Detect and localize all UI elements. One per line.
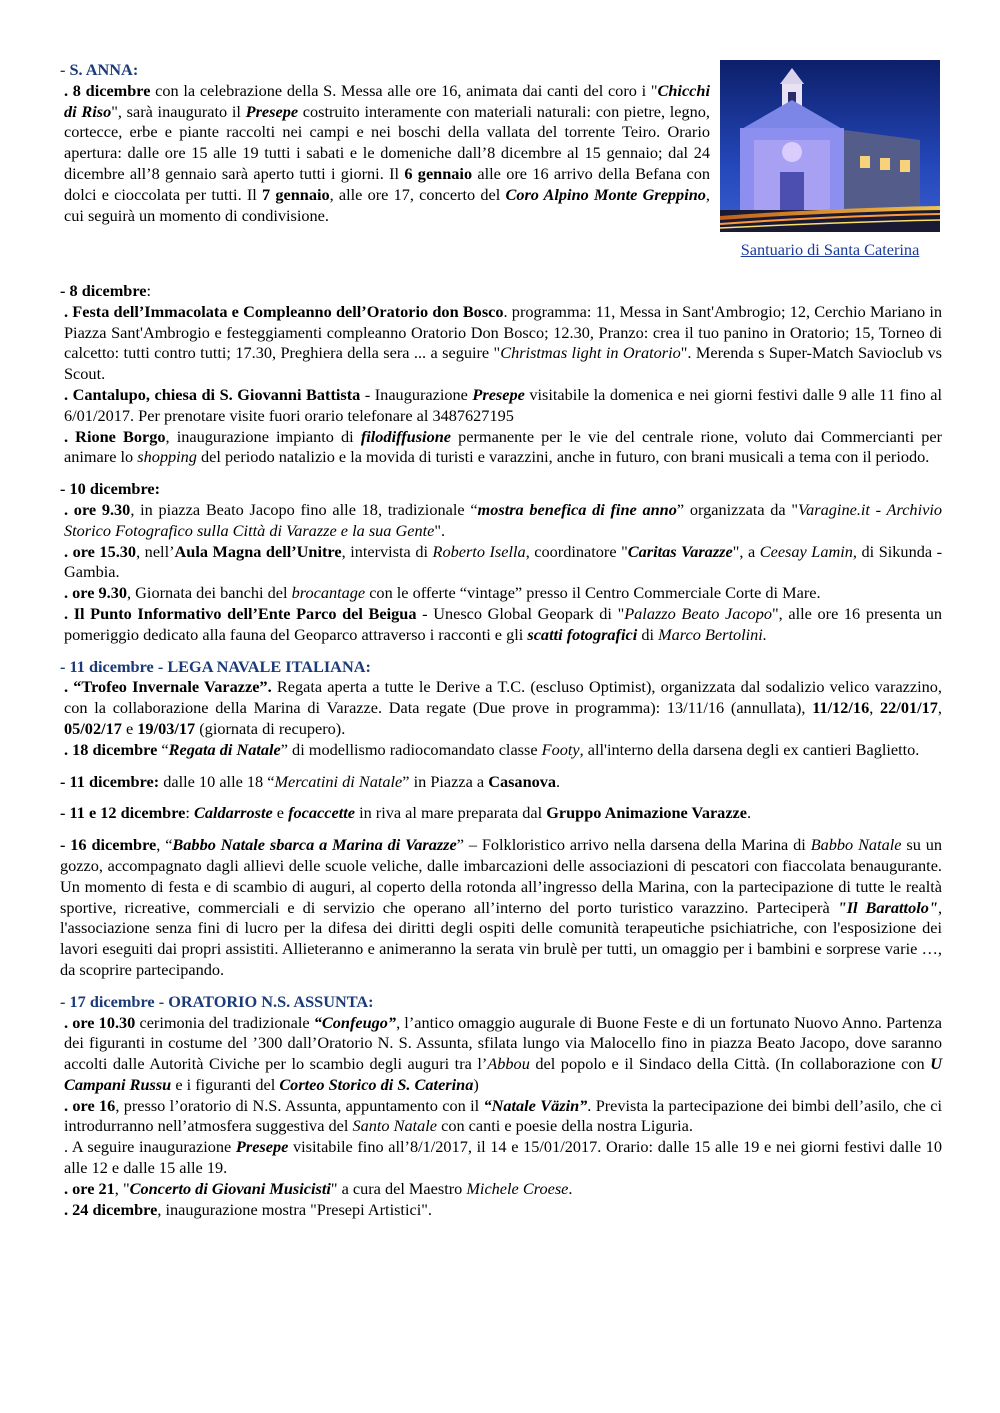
- paragraph: . “Trofeo Invernale Varazze”. Regata aperta a tutte le Derive a T.C. (escluso Optimist), organizzata dal sodalizio velico varazzino, con la collaborazione della Marina di Varazze. Data regate (Due prove in programma): 13/11/16 (annullata), 11/12/16, 22/01/17, 05/02/17 e 19/03/17 (giornata di recupero).: [64, 677, 942, 738]
- paragraph: . Cantalupo, chiesa di S. Giovanni Battista - Inaugurazione Presepe visitabile la domenica e nei giorni festivi dalle 9 alle 11 fino al 6/01/2017. Per prenotare visite fuori orario telefonare al 3487627195: [64, 384, 943, 425]
- paragraph: . ore 9.30, in piazza Beato Jacopo fino alle 18, tradizionale “mostra benefica di fine anno” organizzata da "Varagine.it - Archivio Storico Fotografico sulla Città di Varazze e la sua Gente".: [64, 499, 942, 540]
- section-8-dicembre: [60, 281, 942, 468]
- paragraph: . ore 9.30, Giornata dei banchi del brocantage con le offerte “vintage” presso il Centro Commerciale Corte di Mare.: [64, 583, 821, 603]
- paragraph: . 8 dicembre con la celebrazione della S. Messa alle ore 16, animata dai canti del coro i "Chicchi di Riso", sarà inaugurato il Presepe costruito interamente con materiali naturali: con pietre, legno, cortecce, erbe e piante raccolti nei campi e nei boschi della vallata del torrente Teiro. Orario apertura: dalle ore 15 alle 19 tutti i sabati e le domeniche dall’8 dicembre al 15 gennaio; dal 24 dicembre all’8 gennaio sarà aperto tutti i giorni. Il 6 gennaio alle ore 16 arrivo della Befana con dolci e cioccolata per tutti. Il 7 gennaio, alle ore 17, concerto del Coro Alpino Monte Greppino, cui seguirà un momento di condivisione.: [64, 80, 710, 225]
- section-heading: - 11 dicembre - LEGA NAVALE ITALIANA:: [60, 656, 371, 676]
- section-caldarroste: [60, 803, 942, 824]
- paragraph: - 11 e 12 dicembre: Caldarroste e focaccette in riva al mare preparata dal Gruppo Animazione Varazze.: [60, 803, 752, 823]
- section-heading: - 8 dicembre:: [60, 281, 152, 300]
- paragraph: - 16 dicembre, “Babbo Natale sbarca a Marina di Varazze” – Folkloristico arrivo nella darsena della Marina di Babbo Natale su un gozzo, accompagnato dagli allievi delle scuole veliche, dalle imbarcazioni delle associazioni di pescatori con fiaccolata benaugurante. Un momento di festa e di scambio di auguri, al coperto della rotonda all’ingresso della Marina, con la partecipazione di tutte le realtà sportive, ricreative, commerciali e di servizio che operano all’interno del porto turistico varazzino. Parteciperà "Il Barattolo", l'associazione senza fini di lucro per la difesa dei diritti degli ospiti delle comunità terapeutiche psichiatriche, con l'esposizione dei lavori eseguiti dai propri assistiti. Allieteranno e animeranno la serata vin brulè per tutti, un omaggio per i bambini e sorprese varie …, da scoprire partecipando.: [60, 835, 943, 979]
- paragraph: . Il Punto Informativo dell’Ente Parco del Beigua - Unesco Global Geopark di "Palazzo Beato Jacopo", alle ore 16 presenta un pomeriggio dedicato alla fauna del Geoparco attraverso i racconti e gli scatti fotografici di Marco Bertolini.: [64, 603, 942, 644]
- paragraph: . ore 15.30, nell’Aula Magna dell’Unitre, intervista di Roberto Isella, coordinatore "Caritas Varazze", a Ceesay Lamin, di Sikunda - Gambia.: [64, 541, 943, 582]
- section-16-dicembre: [60, 835, 942, 981]
- paragraph: . A seguire inaugurazione Presepe visitabile fino all’8/1/2017, il 14 e 15/01/2017. Orario: dalle 15 alle 19 e nei giorni festivi dalle 10 alle 12 e dalle 15 alle 19.: [64, 1137, 942, 1178]
- section-heading: - 17 dicembre - ORATORIO N.S. ASSUNTA:: [60, 991, 374, 1011]
- s-anna-text: [60, 60, 710, 226]
- section-mercatini: [60, 772, 942, 793]
- document-body: [60, 60, 942, 1220]
- paragraph: . 18 dicembre “Regata di Natale” di modellismo radiocomandato classe Footy, all'interno della darsena degli ex cantieri Baglietto.: [64, 739, 920, 759]
- santuario-photo: [720, 60, 940, 232]
- paragraph: - 11 dicembre: dalle 10 alle 18 “Mercatini di Natale” in Piazza a Casanova.: [60, 771, 561, 791]
- paragraph: . ore 21, "Concerto di Giovani Musicisti" a cura del Maestro Michele Croese.: [64, 1178, 573, 1198]
- paragraph: . ore 16, presso l’oratorio di N.S. Assunta, appuntamento con il “Natale Väzin”. Prevista la partecipazione dei bimbi dell’asilo, che ci introdurranno nell’atmosfera suggestiva del Santo Natale con canti e poesie della nostra Liguria.: [64, 1095, 942, 1136]
- paragraph: . 24 dicembre, inaugurazione mostra "Presepi Artistici".: [64, 1199, 432, 1219]
- paragraph: . Festa dell’Immacolata e Compleanno dell’Oratorio don Bosco. programma: 11, Messa in Sant'Ambrogio; 12, Cerchio Mariano in Piazza Sant'Ambrogio e festeggiamenti compleanno Oratorio Don Bosco; 12.30, Pranzo: crea il tuo panino in Oratorio; 15, Torneo di calcetto: tutti contro tutti; 17.30, Preghiera della sera ... a seguire "Christmas light in Oratorio". Merenda s Super-Match Savioclub vs Scout.: [64, 301, 942, 384]
- church-night-image: [720, 60, 940, 232]
- photo-caption-link[interactable]: Santuario di Santa Caterina: [740, 240, 920, 259]
- section-10-dicembre: [60, 479, 942, 645]
- paragraph: . Rione Borgo, inaugurazione impianto di filodiffusione permanente per le vie del centrale rione, voluto dai Commercianti per animare lo shopping del periodo natalizio e la movida di turisti e varazzini, anche in futuro, con brani musicali a tema con il periodo.: [64, 426, 943, 467]
- paragraph: . ore 10.30 cerimonia del tradizionale “Confeugo”, l’antico omaggio augurale di Buone Feste e di un fortunato Nuovo Anno. Partenza dei figuranti in costume del ’300 dall’Oratorio N. S. Assunta, sfilata lungo via Malocello fino in piazza Beato Jacopo, dove saranno accolti dalle Autorità Civiche per lo scambio degli auguri tra l’Abbou del popolo e il Sindaco della Città. (In collaborazione con U Campani Russu e i figuranti del Corteo Storico di S. Caterina): [64, 1012, 942, 1094]
- section-heading: - S. ANNA:: [60, 60, 139, 79]
- section-17-dicembre: [60, 992, 942, 1221]
- section-11-dicembre-lega-navale: [60, 657, 942, 761]
- section-s-anna: [60, 60, 942, 270]
- section-heading: - 10 dicembre:: [60, 479, 161, 499]
